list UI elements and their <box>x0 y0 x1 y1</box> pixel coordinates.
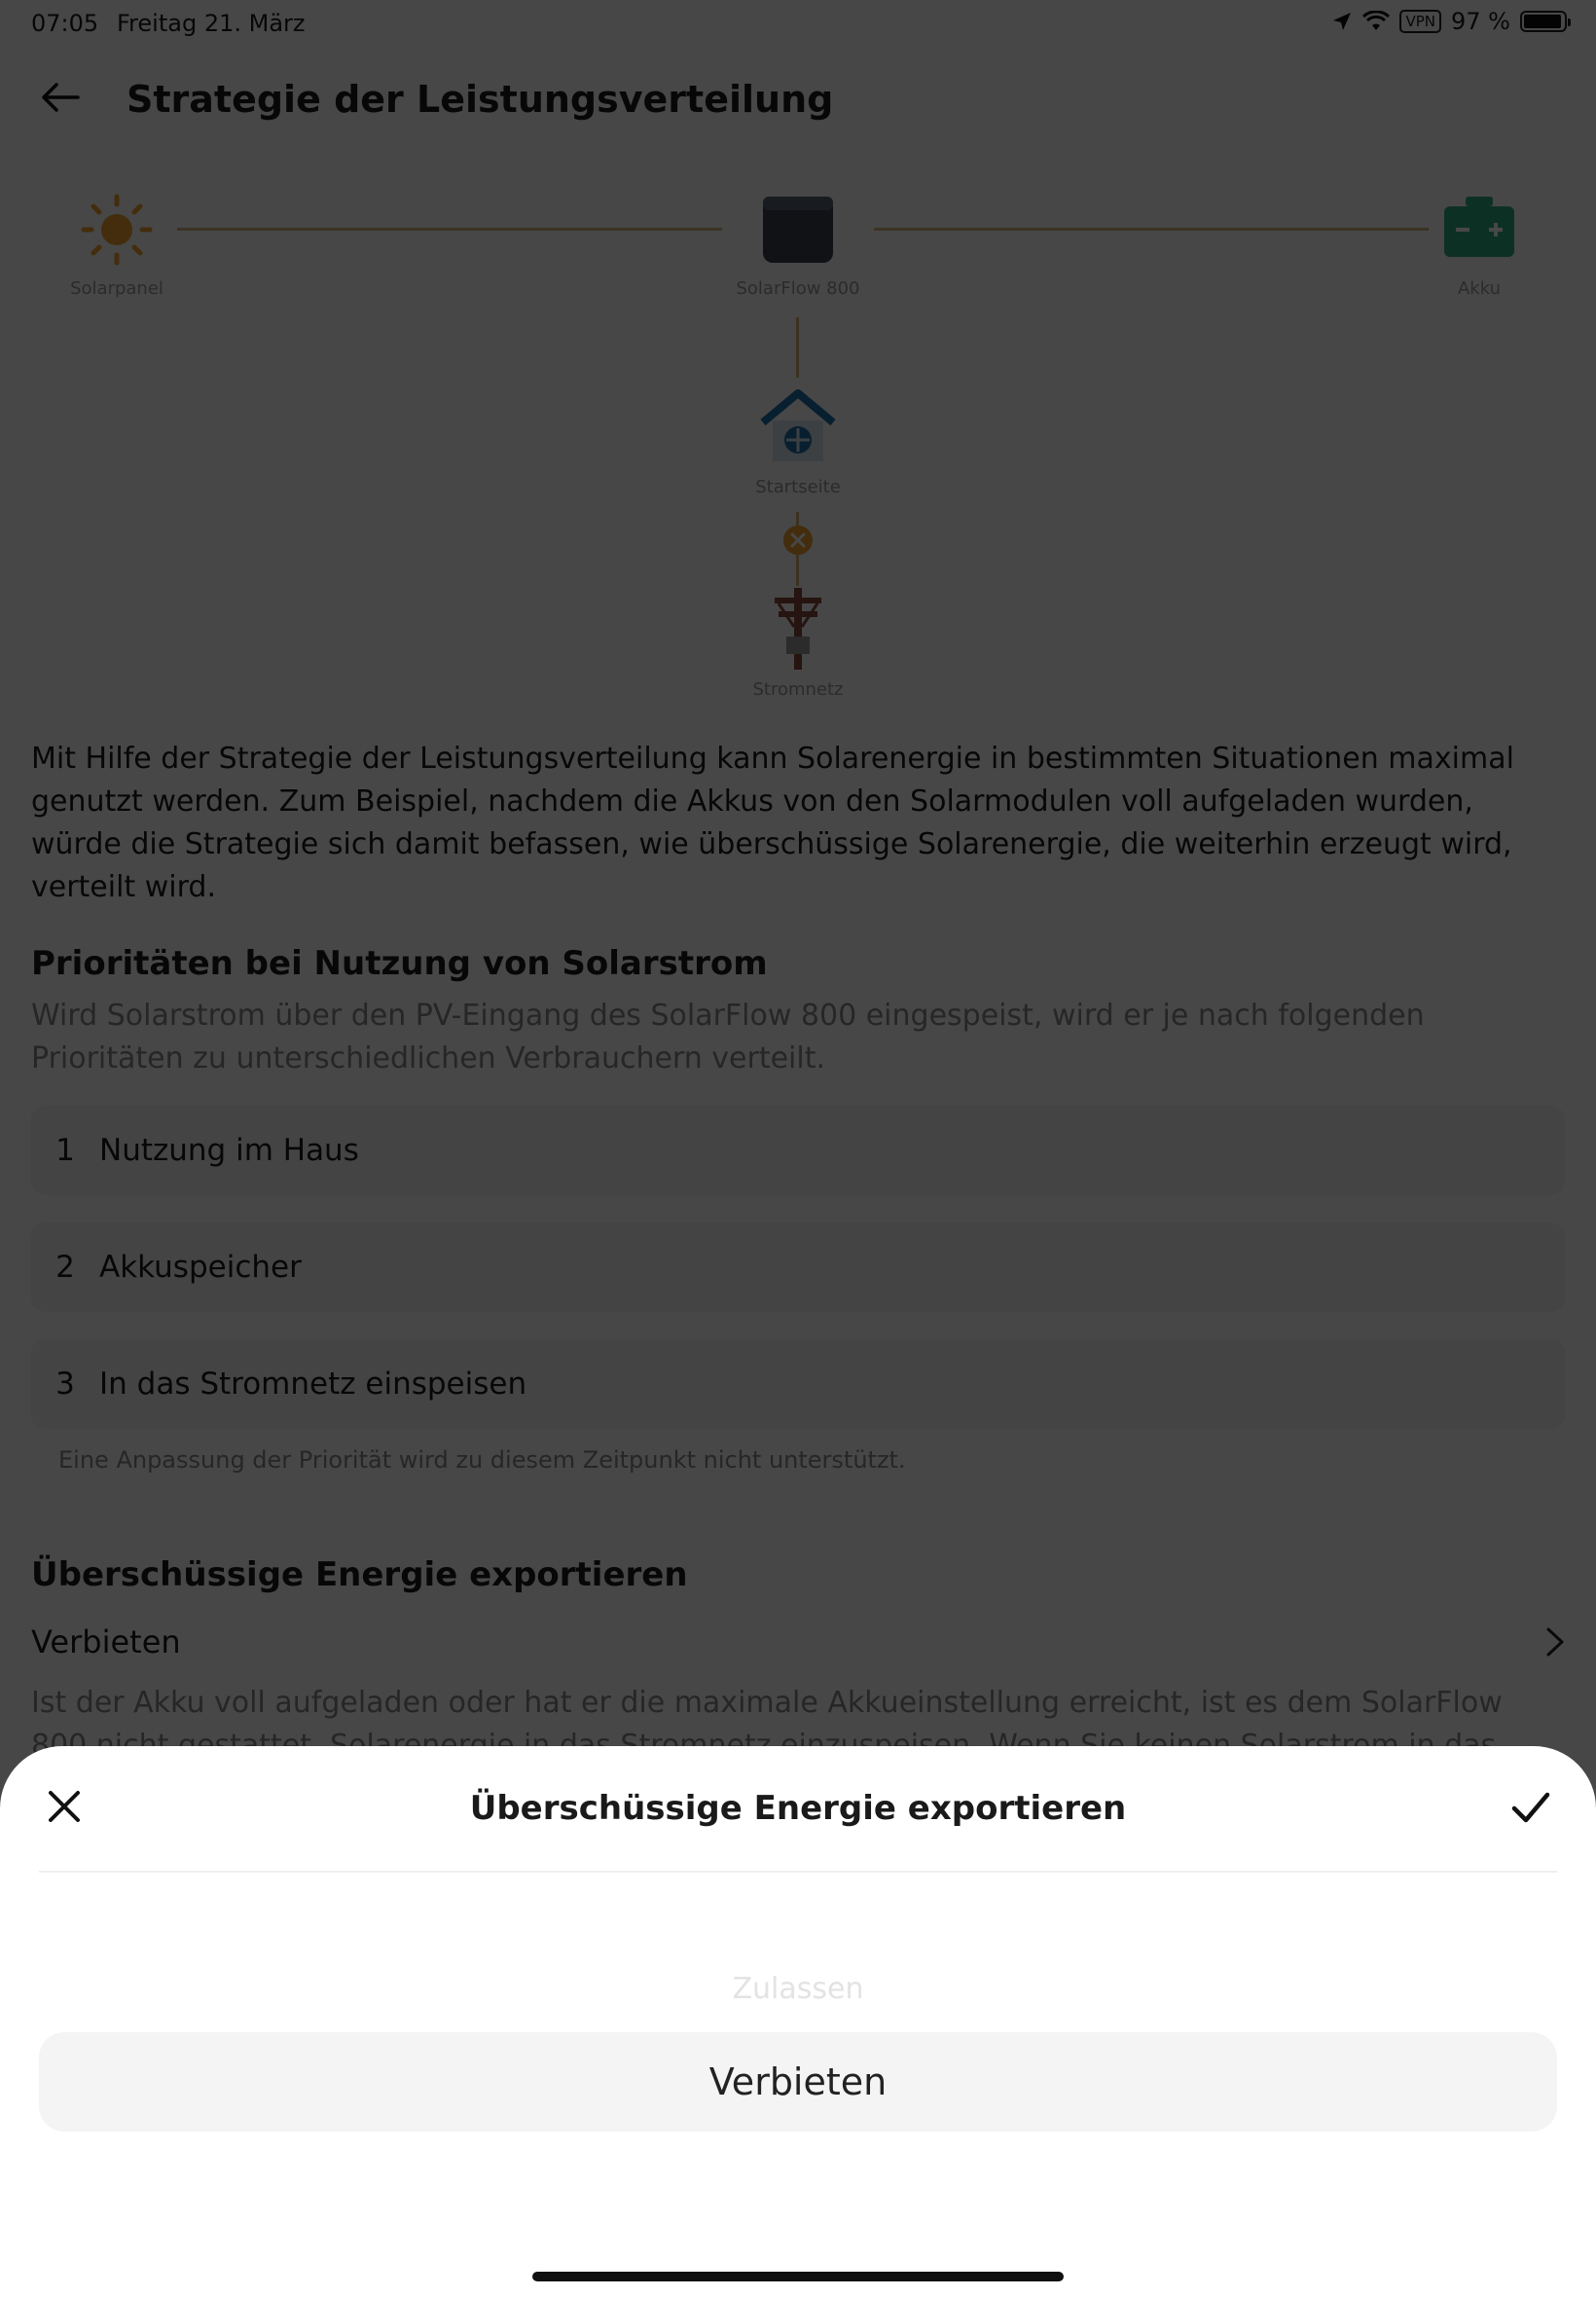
sheet-title: Überschüssige Energie exportieren <box>469 1789 1127 1828</box>
sheet-divider <box>39 1871 1557 1873</box>
option-zulassen[interactable]: Zulassen <box>732 1972 864 2006</box>
option-verbieten-label: Verbieten <box>708 2060 888 2103</box>
home-indicator <box>532 2272 1064 2281</box>
option-verbieten-selected[interactable] <box>39 2032 1557 2132</box>
checkmark-icon[interactable] <box>1508 1785 1553 1830</box>
bottom-sheet <box>0 1746 1596 2297</box>
